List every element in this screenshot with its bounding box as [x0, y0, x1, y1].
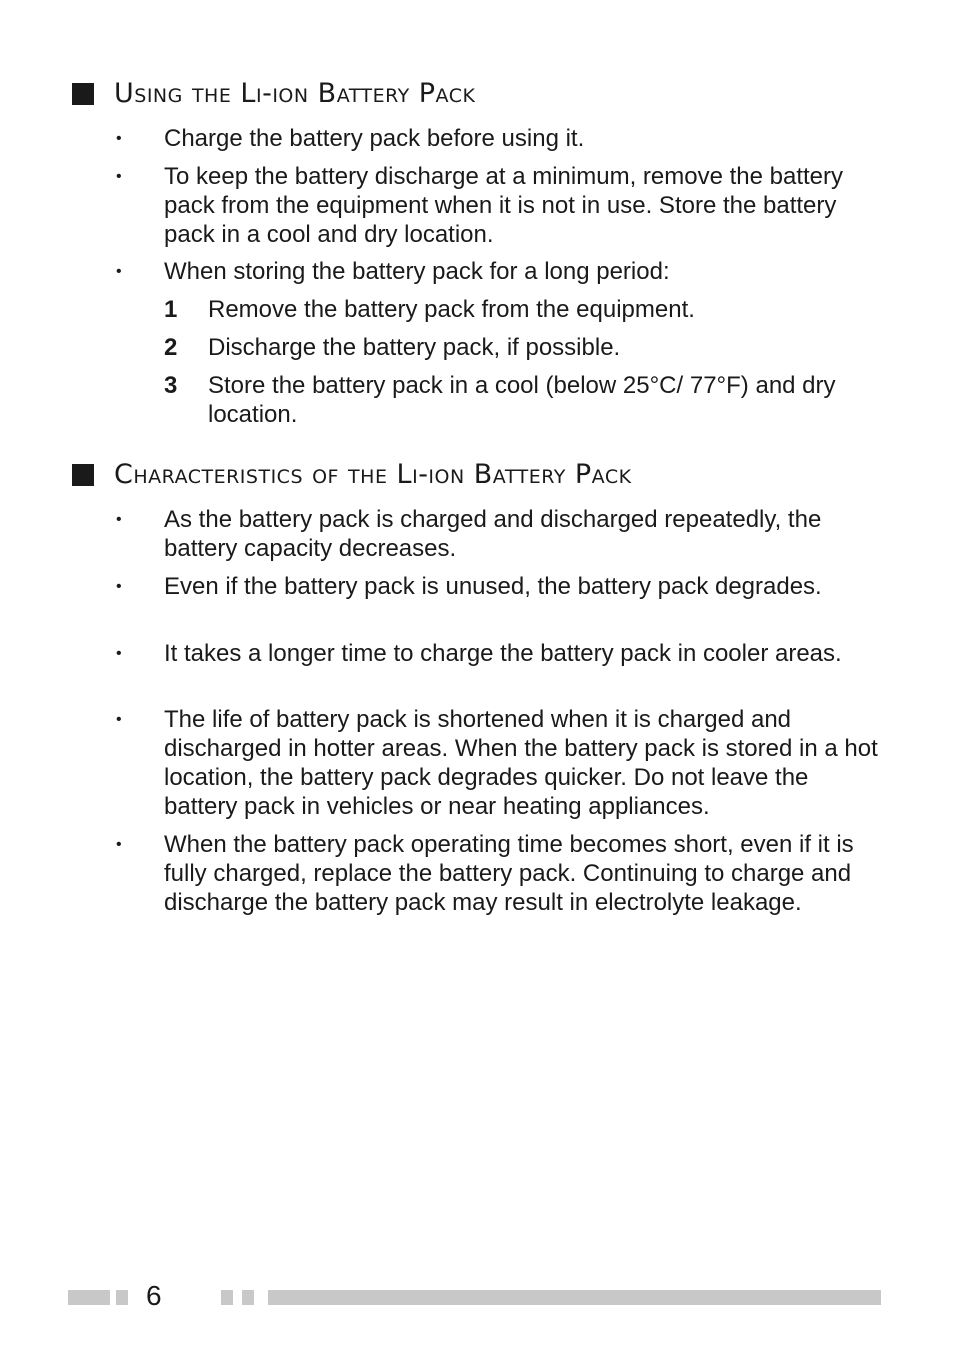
list-item-text: It takes a longer time to charge the battery pack in cooler areas. [164, 640, 842, 667]
bullet-icon: • [116, 168, 122, 185]
bullet-icon: • [116, 578, 122, 595]
bullet-icon: • [116, 511, 122, 528]
footer-bar-segment [221, 1290, 233, 1305]
step-number: 3 [164, 372, 178, 399]
list-item-text: Charge the battery pack before using it. [164, 125, 585, 152]
list-item-text: When the battery pack operating time becomes short, even if it is fully charged, replace the battery pack. Continuing to charge and discharge the battery pack may result in electrolyte leakage. [164, 831, 854, 916]
section-title: Using the Li-ion Battery Pack [114, 78, 476, 109]
bullet-icon: • [116, 130, 122, 147]
list-item-text: The life of battery pack is shortened when it is charged and discharged in hotter areas. When the battery pack is stored in a hot location, the battery pack degrades quicker. Do not leave the battery pack in vehicles or near heating appliances. [164, 706, 878, 820]
bullet-icon: • [116, 645, 122, 662]
list-item-text: Even if the battery pack is unused, the battery pack degrades. [164, 573, 822, 600]
step-text: Discharge the battery pack, if possible. [208, 334, 621, 361]
footer-bar-segment [268, 1290, 881, 1305]
heading-square-icon [72, 83, 94, 105]
section-title: Characteristics of the Li-ion Battery Pack [114, 459, 632, 490]
section-heading-using [72, 78, 475, 109]
footer-bar-segment [68, 1290, 110, 1305]
step-text: Store the battery pack in a cool (below 25°C/ 77°F) and dry location. [208, 372, 836, 428]
footer-bar-segment [242, 1290, 254, 1305]
step-number: 2 [164, 334, 178, 361]
heading-square-icon [72, 464, 94, 486]
bullet-icon: • [116, 711, 122, 728]
bullet-icon: • [116, 836, 122, 853]
step-text: Remove the battery pack from the equipment. [208, 296, 695, 323]
list-item-text: As the battery pack is charged and discharged repeatedly, the battery capacity decreases. [164, 506, 822, 562]
list-item-text: To keep the battery discharge at a minimum, remove the battery pack from the equipment when it is not in use. Store the battery pack in a cool and dry location. [164, 163, 843, 248]
footer-bar-segment [116, 1290, 128, 1305]
step-number: 1 [164, 296, 178, 323]
section-heading-characteristics [72, 459, 632, 490]
page-number: 6 [146, 1280, 162, 1311]
bullet-icon: • [116, 263, 122, 280]
list-item-text: When storing the battery pack for a long period: [164, 258, 670, 285]
